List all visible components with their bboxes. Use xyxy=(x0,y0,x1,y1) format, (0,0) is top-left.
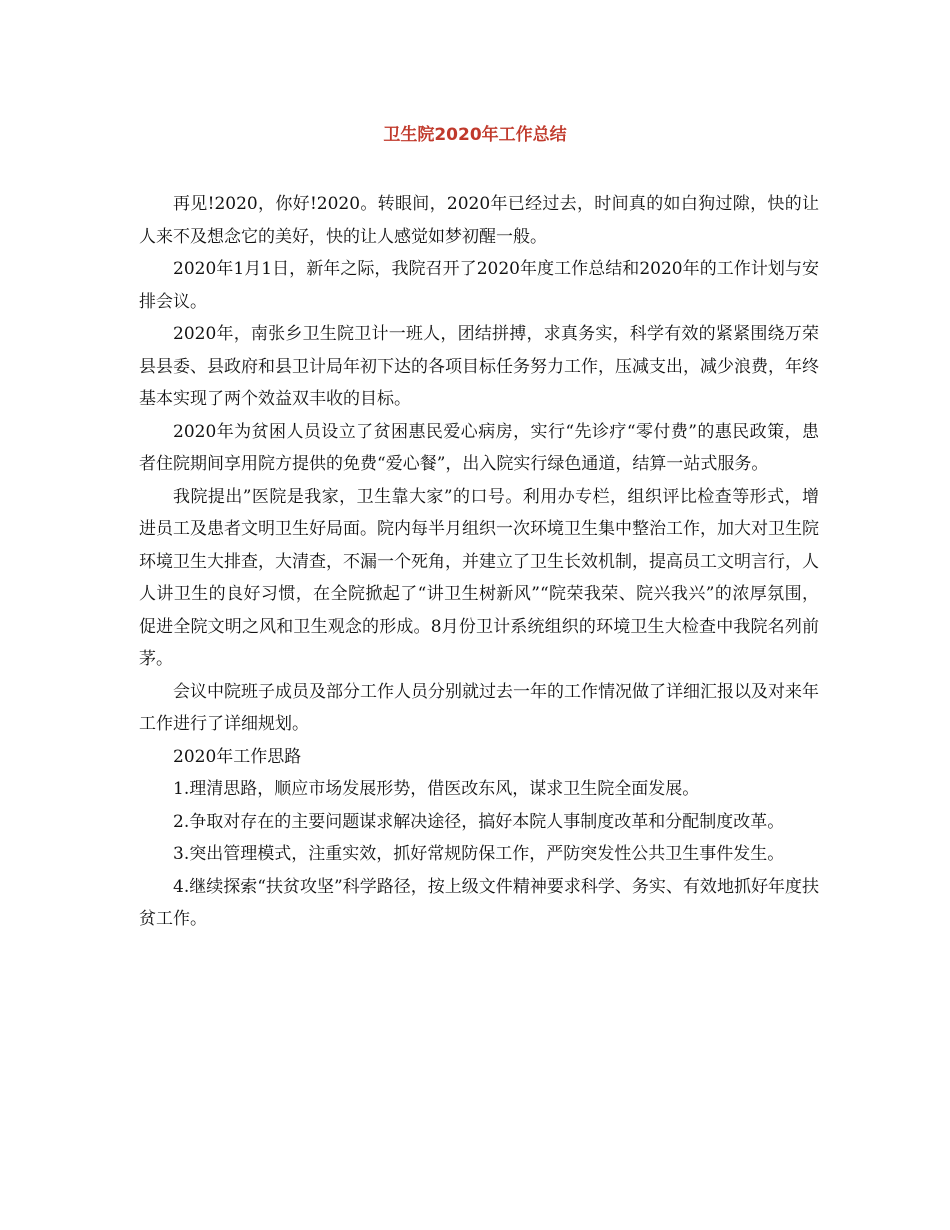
document-title: 卫生院2020年工作总结 xyxy=(383,125,567,145)
paragraph: 2020年为贫困人员设立了贫困惠民爱心病房，实行“先诊疗“零付费”的惠民政策，患者住院期间享用院方提供的免费“爱心餐”，出入院实行绿色通道，结算一站式服务。 xyxy=(139,421,819,474)
paragraph: 2020年1月1日，新年之际，我院召开了2020年度工作总结和2020年的工作计划与安排会议。 xyxy=(139,259,819,312)
list-item: 1.理清思路，顺应市场发展形势，借医改东风，谋求卫生院全面发展。 xyxy=(173,779,700,799)
paragraph: 2020年，南张乡卫生院卫计一班人，团结拼搏，求真务实，科学有效的紧紧围绕万荣县县委、县政府和县卫计局年初下达的各项目标任务努力工作，压减支出，减少浪费，年终基本实现了两个效益双丰收的目标。 xyxy=(139,324,819,409)
list-item: 2.争取对存在的主要问题谋求解决途径，搞好本院人事制度改革和分配制度改革。 xyxy=(173,811,785,832)
list-item: 4.继续探索“扶贫攻坚”科学路径，按上级文件精神要求科学、务实、有效地抓好年度扶贫工作。 xyxy=(139,876,819,929)
list-item: 3.突出管理模式，注重实效，抓好常规防保工作，严防突发性公共卫生事件发生。 xyxy=(173,844,785,864)
document-body xyxy=(139,188,819,936)
paragraph: 会议中院班子成员及部分工作人员分别就过去一年的工作情况做了详细汇报以及对来年工作进行了详细规划。 xyxy=(139,681,819,734)
paragraph: 我院提出”医院是我家，卫生靠大家”的口号。利用办专栏，组织评比检查等形式，增进员工及患者文明卫生好局面。院内每半月组织一次环境卫生集中整治工作，加大对卫生院环境卫生大排查，大清查，不漏一个死角，并建立了卫生长效机制，提高员工文明言行，人人讲卫生的良好习惯，在全院掀起了“讲卫生树新风”“院荣我荣、院兴我兴”的浓厚氛围，促进全院文明之风和卫生观念的形成。8月份卫计系统组织的环境卫生大检查中我院名列前茅。 xyxy=(139,486,819,669)
section-heading: 2020年工作思路 xyxy=(173,746,302,767)
paragraph: 再见!2020，你好!2020。转眼间，2020年已经过去，时间真的如白狗过隙，快的让人来不及想念它的美好，快的让人感觉如梦初醒一般。 xyxy=(139,194,819,247)
